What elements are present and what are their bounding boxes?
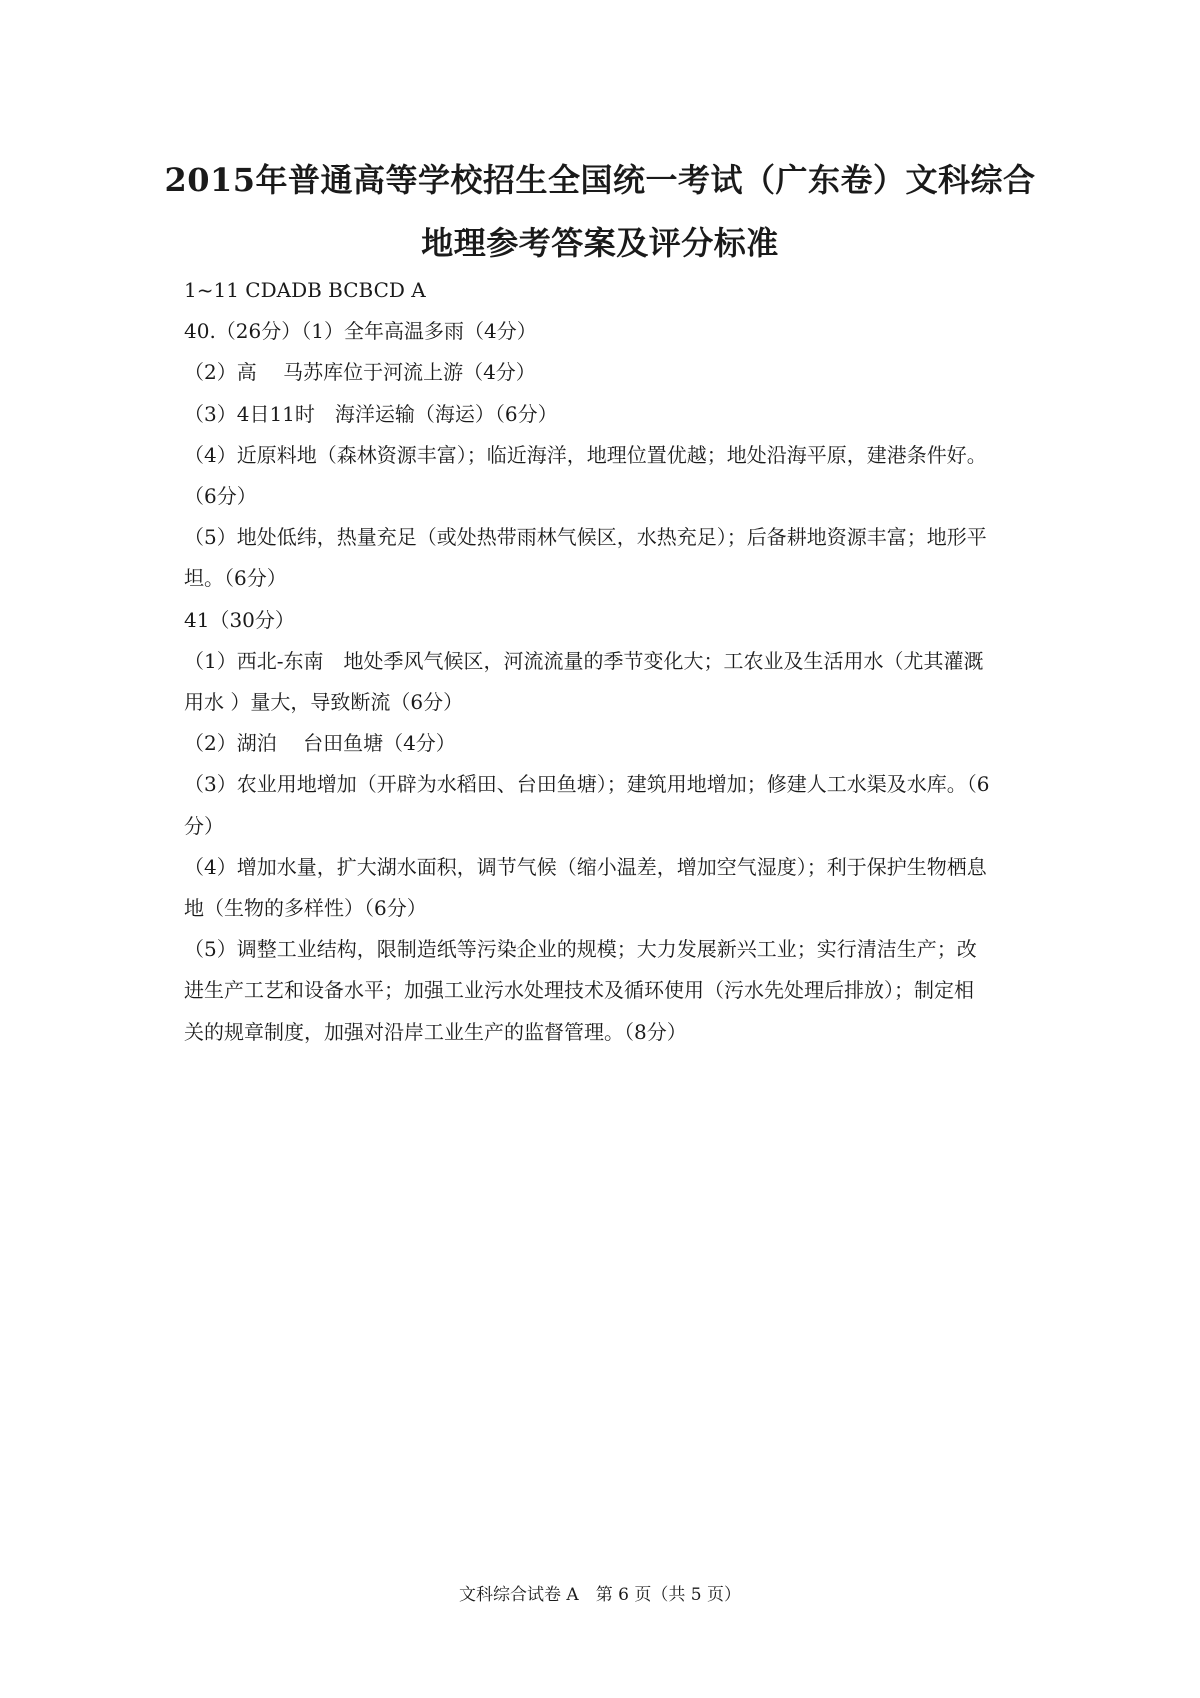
q40-part4-line2: （6分） [184, 484, 257, 509]
q40-heading: 40.（26分）（1）全年高温多雨（4分） [184, 319, 537, 344]
q41-part3-line2: 分） [184, 813, 224, 838]
page-footer: 文科综合试卷 A 第 6 页（共 5 页） [459, 1585, 741, 1605]
q41-part5-line1: （5）调整工业结构，限制造纸等污染企业的规模；大力发展新兴工业；实行清洁生产；改 [184, 937, 977, 962]
q40-part5-line1: （5）地处低纬，热量充足（或处热带雨林气候区，水热充足）；后备耕地资源丰富；地形平 [184, 525, 987, 550]
q41-part1-line2: 用水 ）量大，导致断流（6分） [184, 690, 464, 715]
q40-part4-line1: （4）近原料地（森林资源丰富）；临近海洋，地理位置优越；地处沿海平原，建港条件好。 [184, 442, 987, 467]
q41-part4-line1: （4）增加水量，扩大湖水面积，调节气候（缩小温差，增加空气湿度）；利于保护生物栖息 [184, 854, 987, 879]
q40-part2: （2）高 马苏库位于河流上游（4分） [184, 360, 536, 385]
q41-part5-line3: 关的规章制度，加强对沿岸工业生产的监督管理。（8分） [184, 1019, 687, 1044]
q41-part2: （2）湖泊 台田鱼塘（4分） [184, 731, 456, 756]
q40-part3: （3）4日11时 海洋运输（海运）（6分） [184, 401, 558, 426]
document-subtitle: 地理参考答案及评分标准 [421, 224, 779, 262]
q41-part3-line1: （3）农业用地增加（开辟为水稻田、台田鱼塘）；建筑用地增加；修建人工水渠及水库。（6 [184, 772, 990, 797]
q41-part5-line2: 进生产工艺和设备水平；加强工业污水处理技术及循环使用（污水先处理后排放）；制定相 [184, 978, 974, 1003]
q41-part1-line1: （1）西北-东南 地处季风气候区，河流流量的季节变化大；工农业及生活用水（尤其灌溉 [184, 648, 984, 673]
document-title: 2015年普通高等学校招生全国统一考试（广东卷）文科综合 [164, 161, 1036, 199]
q41-part4-line2: 地（生物的多样性）（6分） [184, 896, 427, 921]
q40-part5-line2: 坦。（6分） [184, 566, 287, 591]
multiple-choice-answers: 1~11 CDADB BCBCD A [184, 278, 426, 302]
answer-body [184, 270, 1030, 1053]
q41-heading: 41（30分） [184, 607, 295, 632]
